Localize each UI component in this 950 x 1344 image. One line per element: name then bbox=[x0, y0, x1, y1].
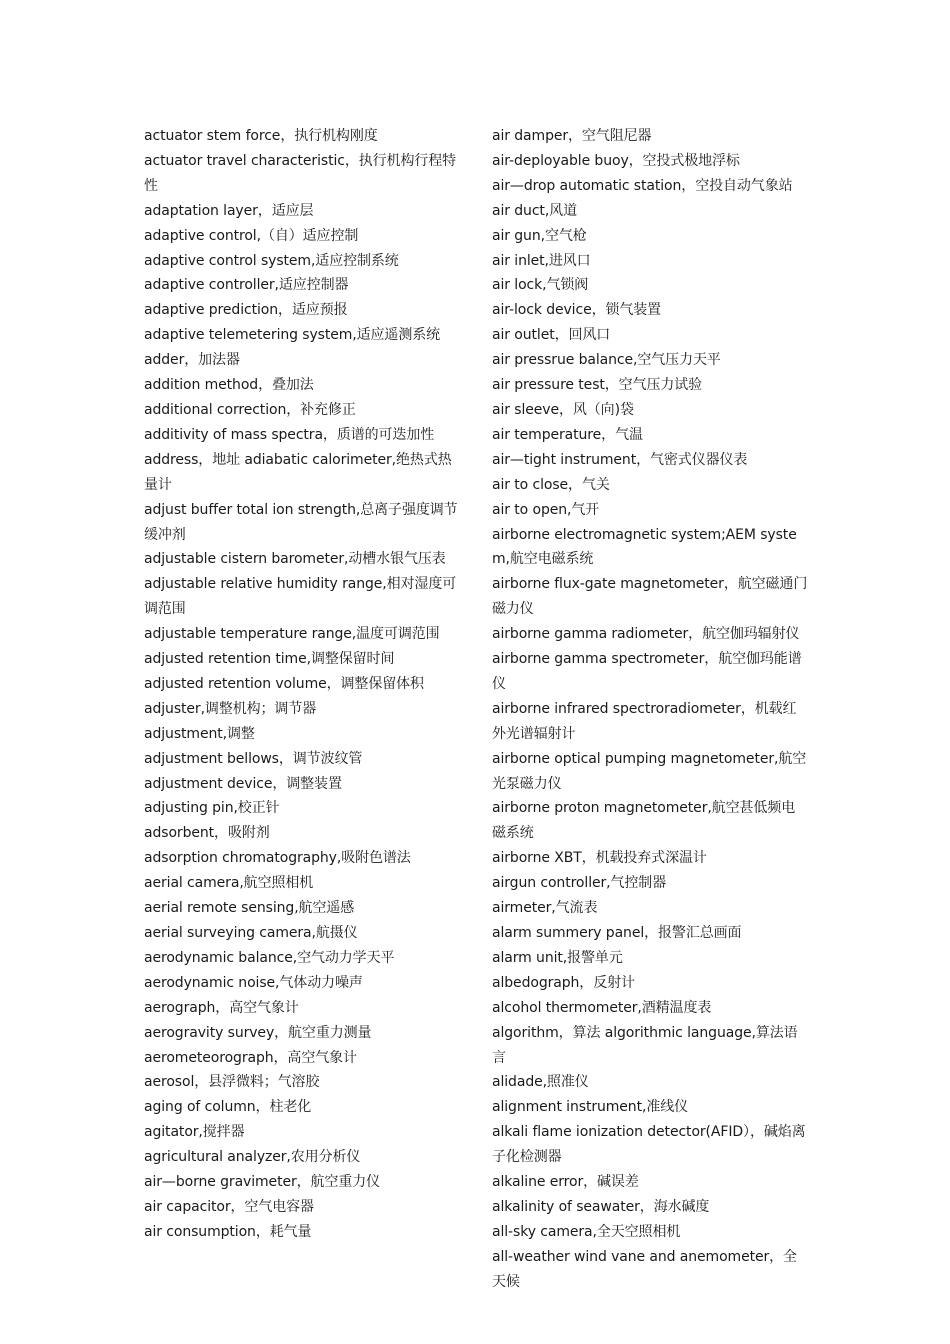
glossary-entry: adjust buffer total ion strength,总离子强度调节缓冲剂 bbox=[144, 501, 458, 543]
glossary-entry: air outlet，回风口 bbox=[492, 327, 611, 344]
glossary-entry: air—tight instrument，气密式仪器仪表 bbox=[492, 451, 748, 468]
glossary-entry: adaptation layer，适应层 bbox=[144, 202, 314, 219]
glossary-entry: air gun,空气枪 bbox=[492, 227, 587, 244]
glossary-entry: aerial surveying camera,航摄仪 bbox=[144, 925, 358, 941]
glossary-entry: airborne electromagnetic system;AEM system,航空电磁系统 bbox=[492, 526, 797, 568]
glossary-entry: alkaline error，碱误差 bbox=[492, 1174, 639, 1191]
glossary-entry: adjustable cistern barometer,动槽水银气压表 bbox=[144, 551, 446, 568]
glossary-entry: adaptive control system,适应控制系统 bbox=[144, 252, 399, 269]
glossary-entry: adjusted retention time,调整保留时间 bbox=[144, 651, 395, 668]
glossary-entry: air inlet,进风口 bbox=[492, 252, 591, 269]
glossary-entry: adjustment,调整 bbox=[144, 725, 255, 742]
glossary-entry: actuator stem force，执行机构刚度 bbox=[144, 128, 378, 144]
glossary-entry: adjusted retention volume，调整保留体积 bbox=[144, 675, 424, 692]
glossary-entry: aerosol，县浮微料；气溶胶 bbox=[144, 1074, 320, 1091]
glossary-entry: alidade,照准仪 bbox=[492, 1074, 589, 1091]
glossary-right-column bbox=[492, 124, 808, 1295]
glossary-entry: adjuster,调整机构；调节器 bbox=[144, 700, 317, 717]
glossary-entry: air consumption，耗气量 bbox=[144, 1223, 312, 1240]
glossary-entry: air lock,气锁阀 bbox=[492, 277, 589, 294]
glossary-entry: adaptive telemetering system,适应遥测系统 bbox=[144, 327, 441, 344]
glossary-entry: adaptive control,（自）适应控制 bbox=[144, 227, 359, 244]
glossary-entry: adaptive controller,适应控制器 bbox=[144, 277, 349, 294]
glossary-entry: agitator,搅拌器 bbox=[144, 1124, 245, 1141]
glossary-entry: aerodynamic noise,气体动力噪声 bbox=[144, 974, 363, 991]
glossary-entry: air duct,风道 bbox=[492, 202, 577, 219]
glossary-entry: aerial camera,航空照相机 bbox=[144, 875, 314, 892]
glossary-entry: air—borne gravimeter，航空重力仪 bbox=[144, 1174, 381, 1191]
glossary-entry: alcohol thermometer,酒精温度表 bbox=[492, 999, 712, 1016]
glossary-entry: alignment instrument,准线仪 bbox=[492, 1099, 689, 1116]
glossary-entry: air pressrue balance,空气压力天平 bbox=[492, 352, 721, 369]
glossary-entry: additivity of mass spectra，质谱的可迭加性 bbox=[144, 426, 435, 443]
glossary-entry: alkali flame ionization detector(AFID），碱焰离子化检测器 bbox=[492, 1124, 806, 1166]
glossary-entry: aerometeorograph，高空气象计 bbox=[144, 1049, 357, 1066]
glossary-entry: actuator travel characteristic，执行机构行程特性 bbox=[144, 152, 457, 194]
glossary-entry: adaptive prediction，适应预报 bbox=[144, 302, 348, 319]
glossary-entry: airborne flux-gate magnetometer，航空磁通门磁力仪 bbox=[492, 576, 808, 618]
glossary-left-column bbox=[144, 124, 460, 1245]
glossary-entry: airborne proton magnetometer,航空甚低频电磁系统 bbox=[492, 800, 796, 842]
glossary-entry: air temperature，气温 bbox=[492, 426, 643, 443]
glossary-entry: algorithm，算法 algorithmic language,算法语言 bbox=[492, 1024, 798, 1066]
glossary-entry: all-weather wind vane and anemometer，全天候 bbox=[492, 1248, 797, 1290]
glossary-entry: additional correction，补充修正 bbox=[144, 401, 356, 418]
glossary-entry: air to open,气开 bbox=[492, 501, 600, 518]
glossary-entry: alkalinity of seawater，海水碱度 bbox=[492, 1198, 710, 1215]
glossary-entry: airborne gamma spectrometer，航空伽玛能谱仪 bbox=[492, 651, 802, 692]
glossary-entry: airborne XBT，机载投弃式深温计 bbox=[492, 850, 707, 867]
glossary-entry: adjustable relative humidity range,相对湿度可调范围 bbox=[144, 576, 457, 618]
glossary-entry: agricultural analyzer,农用分析仪 bbox=[144, 1149, 361, 1166]
glossary-entry: airgun controller,气控制器 bbox=[492, 875, 667, 892]
glossary-entry: air-lock device，锁气装置 bbox=[492, 302, 662, 319]
glossary-entry: address，地址 adiabatic calorimeter,绝热式热量计 bbox=[144, 451, 452, 493]
glossary-entry: air pressure test，空气压力试验 bbox=[492, 377, 703, 394]
glossary-entry: adjustment device，调整装置 bbox=[144, 775, 342, 792]
glossary-entry: air to close，气关 bbox=[492, 476, 610, 493]
glossary-entry: aerial remote sensing,航空遥感 bbox=[144, 900, 355, 917]
glossary-entry: adjusting pin,校正针 bbox=[144, 800, 280, 817]
glossary-entry: airmeter,气流表 bbox=[492, 900, 598, 917]
glossary-entry: aerodynamic balance,空气动力学天平 bbox=[144, 949, 395, 966]
glossary-entry: air damper，空气阻尼器 bbox=[492, 128, 652, 144]
glossary-entry: air-deployable buoy，空投式极地浮标 bbox=[492, 152, 740, 169]
glossary-entry: adjustable temperature range,温度可调范围 bbox=[144, 626, 440, 643]
glossary-entry: aging of column，柱老化 bbox=[144, 1099, 312, 1116]
glossary-entry: air—drop automatic station，空投自动气象站 bbox=[492, 177, 793, 194]
glossary-entry: aerograph，高空气象计 bbox=[144, 999, 299, 1016]
glossary-entry: addition method，叠加法 bbox=[144, 377, 314, 394]
glossary-entry: airborne infrared spectroradiometer，机载红外光谱辐射计 bbox=[492, 700, 797, 742]
glossary-entry: albedograph，反射计 bbox=[492, 974, 635, 991]
glossary-entry: air capacitor，空气电容器 bbox=[144, 1198, 314, 1215]
glossary-entry: alarm unit,报警单元 bbox=[492, 949, 623, 966]
glossary-entry: airborne gamma radiometer，航空伽玛辐射仪 bbox=[492, 626, 800, 643]
glossary-entry: adsorption chromatography,吸附色谱法 bbox=[144, 850, 411, 867]
glossary-entry: air sleeve，风（向)袋 bbox=[492, 401, 634, 418]
glossary-entry: adder，加法器 bbox=[144, 352, 240, 369]
glossary-entry: all-sky camera,全天空照相机 bbox=[492, 1223, 681, 1240]
glossary-entry: adjustment bellows，调节波纹管 bbox=[144, 750, 363, 767]
glossary-entry: alarm summery panel，报警汇总画面 bbox=[492, 925, 742, 941]
glossary-entry: airborne optical pumping magnetometer,航空光泵磁力仪 bbox=[492, 750, 807, 792]
glossary-entry: adsorbent，吸附剂 bbox=[144, 825, 270, 842]
glossary-entry: aerogravity survey，航空重力测量 bbox=[144, 1024, 372, 1041]
